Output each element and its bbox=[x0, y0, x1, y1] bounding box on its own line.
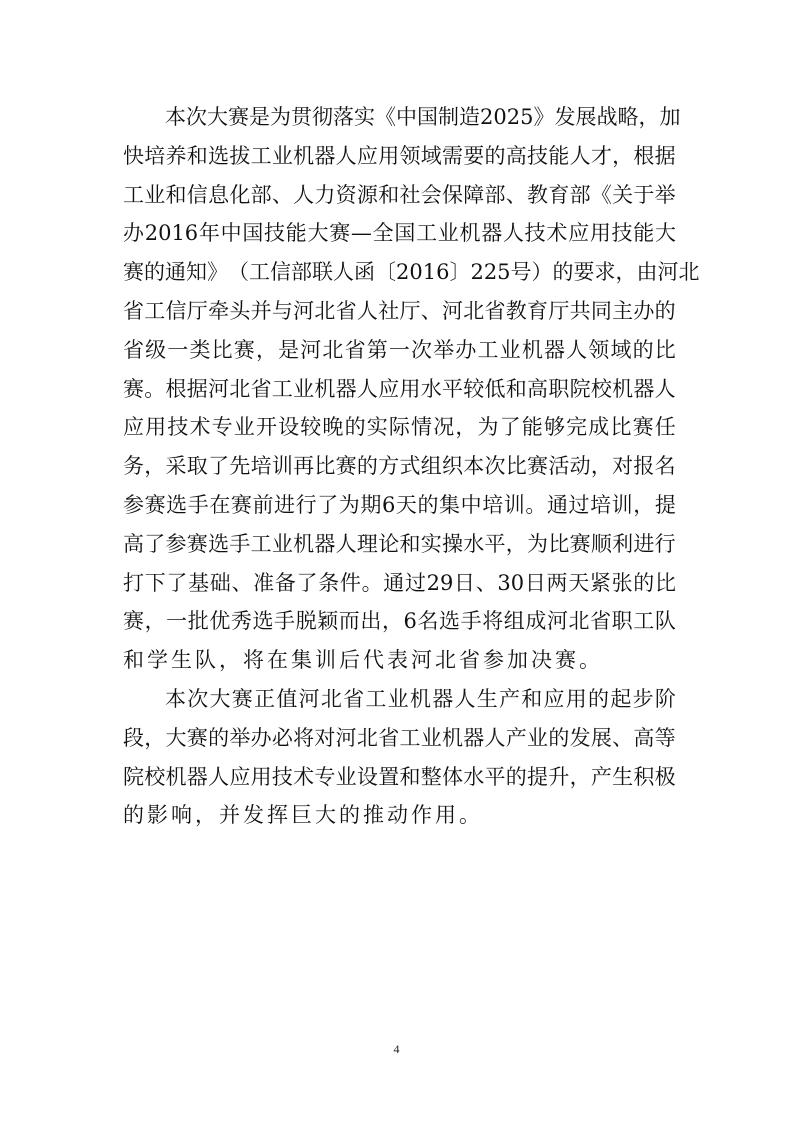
text-line: 和学生队，将在集训后代表河北省参加决赛。 bbox=[123, 648, 603, 673]
text-line: 省 工 信 厅 牵 头 并 与 河 北 省 人 社 厅 、 河 北 省 教 育 厅 共 同 主 办 的 bbox=[123, 298, 676, 323]
text-line: 快 培 养 和 选 拔 工 业 机 器 人 应 用 领 域 需 要 的 高 技 能 人 才 ， 根 据 bbox=[123, 143, 676, 168]
text-line: 省 级 一 类 比 赛 ， 是 河 北 省 第 一 次 举 办 工 业 机 器 人 领 域 的 比 bbox=[123, 337, 676, 362]
text-line: 参 赛 选 手 在 赛 前 进 行 了 为 期 6 天 的 集 中 培 训 。 通 过 培 训 ， 提 bbox=[123, 492, 676, 517]
paragraph-2 bbox=[123, 680, 676, 835]
text-line: 院 校 机 器 人 应 用 技 术 专 业 设 置 和 整 体 水 平 的 提 升 ， 产 生 积 极 bbox=[123, 764, 676, 789]
paragraph-1 bbox=[123, 98, 700, 680]
text-line: 赛 。 根 据 河 北 省 工 业 机 器 人 应 用 水 平 较 低 和 高 职 院 校 机 器 人 bbox=[123, 376, 676, 401]
text-line: 高 了 参 赛 选 手 工 业 机 器 人 理 论 和 实 操 水 平 ， 为 比 赛 顺 利 进 行 bbox=[123, 531, 676, 556]
body-text bbox=[123, 98, 700, 835]
text-line: 赛 ， 一 批 优 秀 选 手 脱 颖 而 出 ， 6 名 选 手 将 组 成 河 北 省 职 工 队 bbox=[123, 609, 676, 634]
text-line: 办 2016 年 中 国 技 能 大 赛 — 全 国 工 业 机 器 人 技 术 应 用 技 能 大 bbox=[123, 221, 676, 246]
text-line: 的影响，并发挥巨大的推动作用。 bbox=[123, 803, 483, 828]
text-line: 工 业 和 信 息 化 部 、 人 力 资 源 和 社 会 保 障 部 、 教 育 部 《 关 于 举 bbox=[123, 182, 676, 207]
text-line: 段 ， 大 赛 的 举 办 必 将 对 河 北 省 工 业 机 器 人 产 业 的 发 展 、 高 等 bbox=[123, 725, 676, 750]
page-number: 4 bbox=[393, 1042, 400, 1056]
text-line: 务 ， 采 取 了 先 培 训 再 比 赛 的 方 式 组 织 本 次 比 赛 活 动 ， 对 报 名 bbox=[123, 454, 676, 479]
text-line: 打 下 了 基 础 、 准 备 了 条 件 。 通 过 29 日 、 30 日 两 天 紧 张 的 比 bbox=[123, 570, 676, 595]
text-line: 赛 的 通 知 》 （ 工 信 部 联 人 函 〔 2016 〕 225 号 ） 的 要 求 ， 由 河 北 bbox=[123, 260, 700, 285]
text-line: 本 次 大 赛 是 为 贯 彻 落 实 《 中 国 制 造 2025 》 发 展 战 略 ， 加 bbox=[165, 105, 681, 129]
text-line: 应 用 技 术 专 业 开 设 较 晚 的 实 际 情 况 ， 为 了 能 够 完 成 比 赛 任 bbox=[123, 415, 676, 440]
text-line: 本 次 大 赛 正 值 河 北 省 工 业 机 器 人 生 产 和 应 用 的 起 步 阶 bbox=[165, 686, 676, 711]
